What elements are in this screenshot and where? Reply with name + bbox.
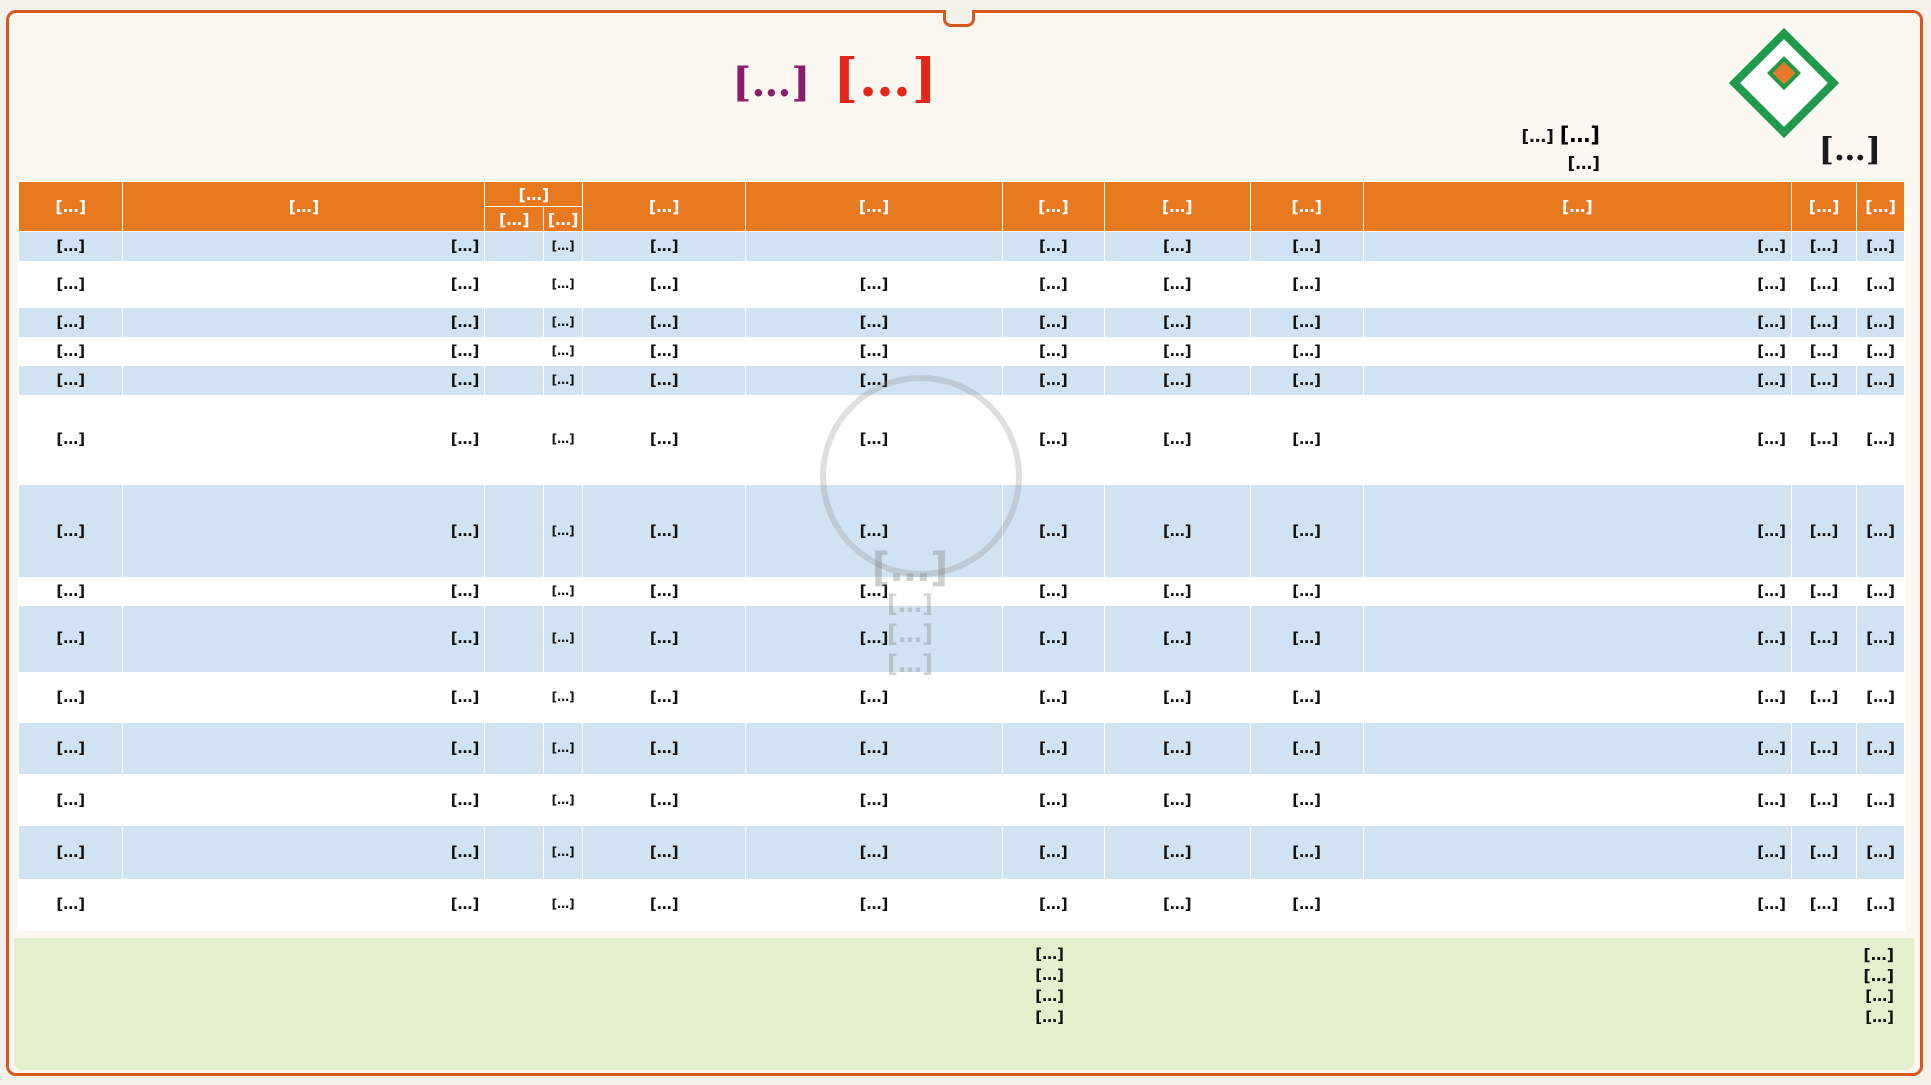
cell-area: […] (1002, 232, 1104, 262)
cell-building: […] (746, 485, 1003, 577)
cell-status: […] (19, 774, 123, 826)
header-type: […] (1250, 182, 1363, 232)
cell-code: […] (1791, 577, 1856, 606)
cell-row: […] (1857, 366, 1905, 395)
cell-address: […] (1363, 723, 1791, 774)
cell-type: […] (1250, 261, 1363, 308)
cell-status: […] (19, 723, 123, 774)
cell-building: […] (746, 723, 1003, 774)
table-row (19, 723, 1905, 774)
cell-specs: […] (123, 308, 485, 337)
cell-type: […] (1250, 723, 1363, 774)
cell-facility (485, 395, 544, 486)
cell-facility (485, 723, 544, 774)
cell-type: […] (1250, 826, 1363, 878)
cell-cash-mark: […] (544, 366, 583, 395)
cell-type: […] (1250, 672, 1363, 723)
header-address: […] (1363, 182, 1791, 232)
cell-area: […] (1002, 261, 1104, 308)
cell-building: […] (746, 577, 1003, 606)
header-area: […] (1002, 182, 1104, 232)
watermark-line-1: […] (887, 590, 933, 618)
cell-status: […] (19, 232, 123, 262)
table-row (19, 261, 1905, 308)
header-price: […] (583, 182, 746, 232)
cell-plate: […] (1104, 826, 1250, 878)
cell-cash-mark: […] (544, 826, 583, 878)
cell-address: […] (1363, 261, 1791, 308)
cell-code: […] (1791, 395, 1856, 486)
cell-code: […] (1791, 672, 1856, 723)
header-row-number: […] (1857, 182, 1905, 232)
cell-facility (485, 308, 544, 337)
cell-status: […] (19, 485, 123, 577)
header-specs: […] (123, 182, 485, 232)
cell-price: […] (583, 261, 746, 308)
cell-price: […] (583, 577, 746, 606)
cell-cash-mark: […] (544, 232, 583, 262)
intro-text (260, 122, 1600, 178)
cell-address: […] (1363, 485, 1791, 577)
cell-address: […] (1363, 366, 1791, 395)
cell-cash-mark: […] (544, 723, 583, 774)
cell-type: […] (1250, 366, 1363, 395)
cell-building: […] (746, 395, 1003, 486)
properties-table (18, 181, 1905, 931)
table-row (19, 337, 1905, 366)
cell-address: […] (1363, 308, 1791, 337)
footer-right-column (1024, 944, 1894, 1028)
cell-facility (485, 577, 544, 606)
cell-plate: […] (1104, 606, 1250, 672)
cell-plate: […] (1104, 261, 1250, 308)
header-cash: […] (544, 207, 583, 232)
cell-plate: […] (1104, 232, 1250, 262)
cell-price: […] (583, 308, 746, 337)
table-row (19, 774, 1905, 826)
cell-plate: […] (1104, 337, 1250, 366)
cell-code: […] (1791, 308, 1856, 337)
cell-building: […] (746, 879, 1003, 931)
cell-status: […] (19, 366, 123, 395)
note-1: […] (1865, 987, 1894, 1005)
table-row (19, 672, 1905, 723)
cell-specs: […] (123, 395, 485, 486)
cell-price: […] (583, 485, 746, 577)
cell-status: […] (19, 395, 123, 486)
cell-address: […] (1363, 232, 1791, 262)
notes-title: […] (1863, 966, 1894, 985)
cell-facility (485, 261, 544, 308)
cell-status: […] (19, 308, 123, 337)
cell-price: […] (583, 395, 746, 486)
cell-building: […] (746, 308, 1003, 337)
cell-facility (485, 366, 544, 395)
cell-type: […] (1250, 337, 1363, 366)
cell-cash-mark: […] (544, 606, 583, 672)
cell-type: […] (1250, 395, 1363, 486)
cell-row: […] (1857, 723, 1905, 774)
cell-facility (485, 232, 544, 262)
cell-cash-mark: […] (544, 672, 583, 723)
cell-address: […] (1363, 826, 1791, 878)
cell-building: […] (746, 774, 1003, 826)
cell-row: […] (1857, 606, 1905, 672)
cell-address: […] (1363, 606, 1791, 672)
cell-plate: […] (1104, 879, 1250, 931)
cell-cash-mark: […] (544, 308, 583, 337)
cell-cash-mark: […] (544, 337, 583, 366)
page-title (440, 48, 1230, 118)
cell-row: […] (1857, 879, 1905, 931)
cell-type: […] (1250, 606, 1363, 672)
cell-building: […] (746, 826, 1003, 878)
bank-logo (1681, 38, 1891, 178)
cell-specs: […] (123, 826, 485, 878)
cell-facility (485, 337, 544, 366)
cell-specs: […] (123, 672, 485, 723)
cell-area: […] (1002, 723, 1104, 774)
cell-cash-mark: […] (544, 577, 583, 606)
header-building: […] (746, 182, 1003, 232)
cell-building (746, 232, 1003, 262)
cell-type: […] (1250, 879, 1363, 931)
cell-plate: […] (1104, 485, 1250, 577)
cell-type: […] (1250, 308, 1363, 337)
bank-logo-text: […] (1818, 130, 1881, 168)
cell-code: […] (1791, 232, 1856, 262)
header-facility: […] (485, 207, 544, 232)
cell-facility (485, 672, 544, 723)
cell-row: […] (1857, 672, 1905, 723)
bank-logo-icon (1729, 28, 1839, 138)
cell-price: […] (583, 723, 746, 774)
cell-address: […] (1363, 774, 1791, 826)
cell-facility (485, 826, 544, 878)
cell-building: […] (746, 261, 1003, 308)
cell-building: […] (746, 366, 1003, 395)
cell-code: […] (1791, 606, 1856, 672)
footer-notes (14, 938, 1914, 1070)
title-main: […] (833, 48, 938, 109)
cell-area: […] (1002, 308, 1104, 337)
cell-plate: […] (1104, 366, 1250, 395)
cell-specs: […] (123, 774, 485, 826)
note-6: […] (1035, 1008, 1064, 1026)
cell-price: […] (583, 366, 746, 395)
cell-specs: […] (123, 577, 485, 606)
cell-type: […] (1250, 485, 1363, 577)
cell-address: […] (1363, 879, 1791, 931)
intro-line-1: […] (1521, 127, 1554, 147)
table-row (19, 606, 1905, 672)
cell-area: […] (1002, 485, 1104, 577)
table-row (19, 879, 1905, 931)
cell-facility (485, 606, 544, 672)
table-row (19, 366, 1905, 395)
cell-price: […] (583, 826, 746, 878)
title-sub: […] (732, 59, 811, 106)
cell-price: […] (583, 606, 746, 672)
cell-row: […] (1857, 577, 1905, 606)
cell-code: […] (1791, 485, 1856, 577)
cell-specs: […] (123, 337, 485, 366)
cell-specs: […] (123, 879, 485, 931)
note-2: […] (1865, 1008, 1894, 1026)
cell-address: […] (1363, 337, 1791, 366)
cell-row: […] (1857, 395, 1905, 486)
note-3: […] (1035, 945, 1064, 963)
cell-specs: […] (123, 723, 485, 774)
cell-cash-mark: […] (544, 261, 583, 308)
watermark-line-2: […] (887, 620, 933, 648)
cell-status: […] (19, 337, 123, 366)
cell-specs: […] (123, 366, 485, 395)
watermark-brand: […] (871, 545, 949, 591)
table-row (19, 308, 1905, 337)
cell-code: […] (1791, 774, 1856, 826)
cell-area: […] (1002, 879, 1104, 931)
table-row (19, 232, 1905, 262)
cell-status: […] (19, 879, 123, 931)
cell-plate: […] (1104, 308, 1250, 337)
cell-status: […] (19, 672, 123, 723)
cell-cash-mark: […] (544, 395, 583, 486)
cell-facility (485, 485, 544, 577)
cell-plate: […] (1104, 577, 1250, 606)
header-plate: […] (1104, 182, 1250, 232)
cell-area: […] (1002, 577, 1104, 606)
cell-row: […] (1857, 826, 1905, 878)
cell-price: […] (583, 232, 746, 262)
cell-type: […] (1250, 774, 1363, 826)
intro-line-2: […] (1567, 154, 1600, 174)
cell-area: […] (1002, 826, 1104, 878)
cell-area: […] (1002, 366, 1104, 395)
cell-area: […] (1002, 606, 1104, 672)
cell-code: […] (1791, 366, 1856, 395)
cell-cash-mark: […] (544, 879, 583, 931)
cell-code: […] (1791, 337, 1856, 366)
cell-status: […] (19, 261, 123, 308)
cell-address: […] (1363, 395, 1791, 486)
table-row (19, 577, 1905, 606)
cell-row: […] (1857, 485, 1905, 577)
cell-price: […] (583, 672, 746, 723)
table-row (19, 485, 1905, 577)
cell-code: […] (1791, 879, 1856, 931)
cell-code: […] (1791, 723, 1856, 774)
header-code: […] (1791, 182, 1856, 232)
cell-facility (485, 774, 544, 826)
cell-facility (485, 879, 544, 931)
cell-address: […] (1363, 672, 1791, 723)
cell-row: […] (1857, 261, 1905, 308)
cell-area: […] (1002, 395, 1104, 486)
cash-terms: […] (1863, 945, 1894, 964)
intro-bank-name: […] (1559, 123, 1600, 147)
cell-area: […] (1002, 337, 1104, 366)
note-4: […] (1035, 966, 1064, 984)
cell-plate: […] (1104, 774, 1250, 826)
cell-row: […] (1857, 308, 1905, 337)
table-row (19, 395, 1905, 486)
header-status: […] (19, 182, 123, 232)
cell-status: […] (19, 606, 123, 672)
cell-type: […] (1250, 232, 1363, 262)
cell-building: […] (746, 337, 1003, 366)
cell-building: […] (746, 606, 1003, 672)
cell-code: […] (1791, 261, 1856, 308)
cell-specs: […] (123, 232, 485, 262)
cell-building: […] (746, 672, 1003, 723)
cell-type: […] (1250, 577, 1363, 606)
cell-plate: […] (1104, 672, 1250, 723)
cell-row: […] (1857, 337, 1905, 366)
cell-area: […] (1002, 774, 1104, 826)
cell-code: […] (1791, 826, 1856, 878)
cell-address: […] (1363, 577, 1791, 606)
note-5: […] (1035, 987, 1064, 1005)
watermark-phone: […] (887, 650, 933, 678)
cell-status: […] (19, 826, 123, 878)
cell-plate: […] (1104, 395, 1250, 486)
header-payment: […] (485, 182, 583, 207)
footer-left-column (304, 944, 1064, 1028)
cell-price: […] (583, 879, 746, 931)
cell-area: […] (1002, 672, 1104, 723)
cell-specs: […] (123, 485, 485, 577)
cell-cash-mark: […] (544, 774, 583, 826)
cell-plate: […] (1104, 723, 1250, 774)
cell-cash-mark: […] (544, 485, 583, 577)
cell-row: […] (1857, 232, 1905, 262)
table-row (19, 826, 1905, 878)
frame-notch (943, 10, 975, 27)
cell-row: […] (1857, 774, 1905, 826)
cell-specs: […] (123, 261, 485, 308)
cell-specs: […] (123, 606, 485, 672)
cell-status: […] (19, 577, 123, 606)
cell-price: […] (583, 774, 746, 826)
cell-price: […] (583, 337, 746, 366)
